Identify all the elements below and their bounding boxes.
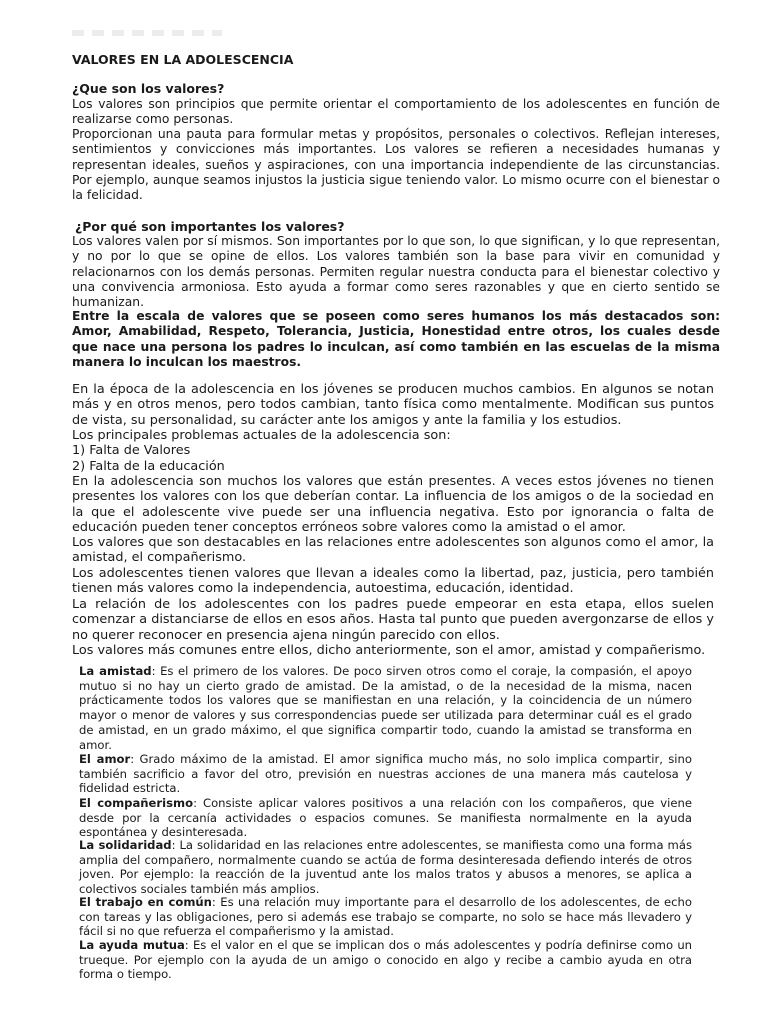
heading-por-que-importantes: ¿Por qué son importantes los valores? bbox=[75, 219, 345, 234]
paragraph: Los valores que son destacables en las relaciones entre adolescentes son algunos como el amor, la amistad, el compañerismo. bbox=[72, 535, 714, 566]
definition-companerismo bbox=[79, 796, 692, 840]
paragraph: Los adolescentes tienen valores que llevan a ideales como la libertad, paz, justicia, pero también tienen más valores como la independencia, autoestima, educación, identidad. bbox=[72, 566, 714, 597]
definition-trabajo-en-comun bbox=[79, 895, 692, 939]
bold-paragraph: Entre la escala de valores que se poseen como seres humanos los más destacados son: Amor, Amabilidad, Respeto, Tolerancia, Justicia, Honestidad entre otros, los cuales desde que nace una persona los padres lo inculcan, así como también en las escuelas de la misma manera lo inculcan los maestros. bbox=[72, 309, 720, 369]
definition-term: La solidaridad bbox=[79, 838, 172, 852]
definition-term: El amor bbox=[79, 752, 131, 766]
definition-text: : Grado máximo de la amistad. El amor significa mucho más, no solo implica compartir, sino también sacrificio a favor del otro, previsión en nuestras acciones de una manera más cautelosa y fidelidad estricta. bbox=[79, 752, 692, 796]
definition-term: El compañerismo bbox=[79, 796, 194, 810]
list-item: 2) Falta de la educación bbox=[72, 459, 225, 474]
definition-solidaridad bbox=[79, 838, 692, 897]
paragraph: Los valores valen por sí mismos. Son importantes por lo que son, lo que significan, y lo que representan, y no por lo que se opine de ellos. Los valores también son la base para vivir en comunidad y relacionarnos con los demás personas. Permiten regular nuestra conducta para el bienestar colectivo y una convivencia armoniosa. Esto ayuda a formar como seres razonables y que en cierto sentido se humanizan. bbox=[72, 234, 720, 310]
list-item: 1) Falta de Valores bbox=[72, 443, 191, 458]
paragraph: Proporcionan una pauta para formular metas y propósitos, personales o colectivos. Reflejan intereses, sentimientos y convicciones más importantes. Los valores se refieren a necesidades humanas y representan ideales, sueños y aspiraciones, con una importancia independiente de las circunstancias. Por ejemplo, aunque seamos injustos la justicia sigue teniendo valor. Lo mismo ocurre con el bienestar o la felicidad. bbox=[72, 127, 720, 203]
paragraph: La relación de los adolescentes con los padres puede empeorar en esta etapa, ellos suelen comenzar a distanciarse de ellos en esos años. Hasta tal punto que pueden avergonzarse de ellos y no querer reconocer en presencia ajena ningún parecido con ellos. bbox=[72, 597, 714, 643]
heading-que-son-valores: ¿Que son los valores? bbox=[72, 81, 225, 96]
definition-amor bbox=[79, 752, 692, 796]
definition-text: : Consiste aplicar valores positivos a una relación con los compañeros, que viene desde por la cercanía actividades o espacios comunes. Se manifiesta normalmente en la ayuda espontánea y desinteresada. bbox=[79, 796, 692, 840]
definition-amistad bbox=[79, 664, 692, 752]
definition-text: : Es el primero de los valores. De poco sirven otros como el coraje, la compasión, el apoyo mutuo si no hay un cierto grado de amistad. De la amistad, o de la necesidad de la misma, nacen prácticamente todos los valores que se manifiestan en una relación, y la coincidencia de un número mayor o menor de valores y sus correspondencias puede ser utilizada para determinar cuál es el grado de amistad, en un grado máximo, el que significa compartir todo, cuando la amistad se transforma en amor. bbox=[79, 664, 692, 752]
paragraph: En la adolescencia son muchos los valores que están presentes. A veces estos jóvenes no tienen presentes los valores con los que deberían contar. La influencia de los amigos o de la sociedad en la que el adolescente vive puede ser una influencia negativa. Esto por ignorancia o falta de educación pueden tener conceptos erróneos sobre valores como la amistad o el amor. bbox=[72, 474, 714, 536]
definition-text: : Es el valor en el que se implican dos o más adolescentes y podría definirse como un trueque. Por ejemplo con la ayuda de un amigo o conocido en algo y recibe a cambio ayuda en otra forma o tiempo. bbox=[79, 938, 693, 982]
definition-text: : Es una relación muy importante para el desarrollo de los adolescentes, de echo con tareas y las obligaciones, pero si además ese trabajo se comparte, no solo se hace más llevadero y fácil si no que refuerza el compañerismo y la amistad. bbox=[79, 895, 692, 939]
definition-term: La ayuda mutua bbox=[79, 938, 185, 952]
paragraph: En la época de la adolescencia en los jóvenes se producen muchos cambios. En algunos se notan más y en otros menos, pero todos cambian, tanto física como mentalmente. Modifican sus puntos de vista, su personalidad, su carácter ante los amigos y ante la familia y los estudios. bbox=[72, 382, 714, 428]
definition-ayuda-mutua bbox=[79, 938, 692, 982]
paragraph: Los valores son principios que permite orientar el comportamiento de los adolescentes en función de realizarse como personas. bbox=[72, 97, 720, 127]
definition-term: La amistad bbox=[79, 664, 152, 678]
paragraph: Los principales problemas actuales de la adolescencia son: bbox=[72, 428, 451, 443]
paragraph: Los valores más comunes entre ellos, dicho anteriormente, son el amor, amistad y compañerismo. bbox=[72, 643, 706, 658]
definition-term: El trabajo en común bbox=[79, 895, 212, 909]
document-title: VALORES EN LA ADOLESCENCIA bbox=[72, 52, 294, 67]
faded-header-text bbox=[72, 30, 222, 36]
definition-text: : La solidaridad en las relaciones entre adolescentes, se manifiesta como una forma más amplia del compañero, normalmente cuando se actúa de forma desinteresada defiendo interés de otros joven. Por ejemplo: la reacción de la juventud ante los malos tratos y abusos a menores, se aplica a colectivos sociales también más amplios. bbox=[79, 838, 692, 897]
